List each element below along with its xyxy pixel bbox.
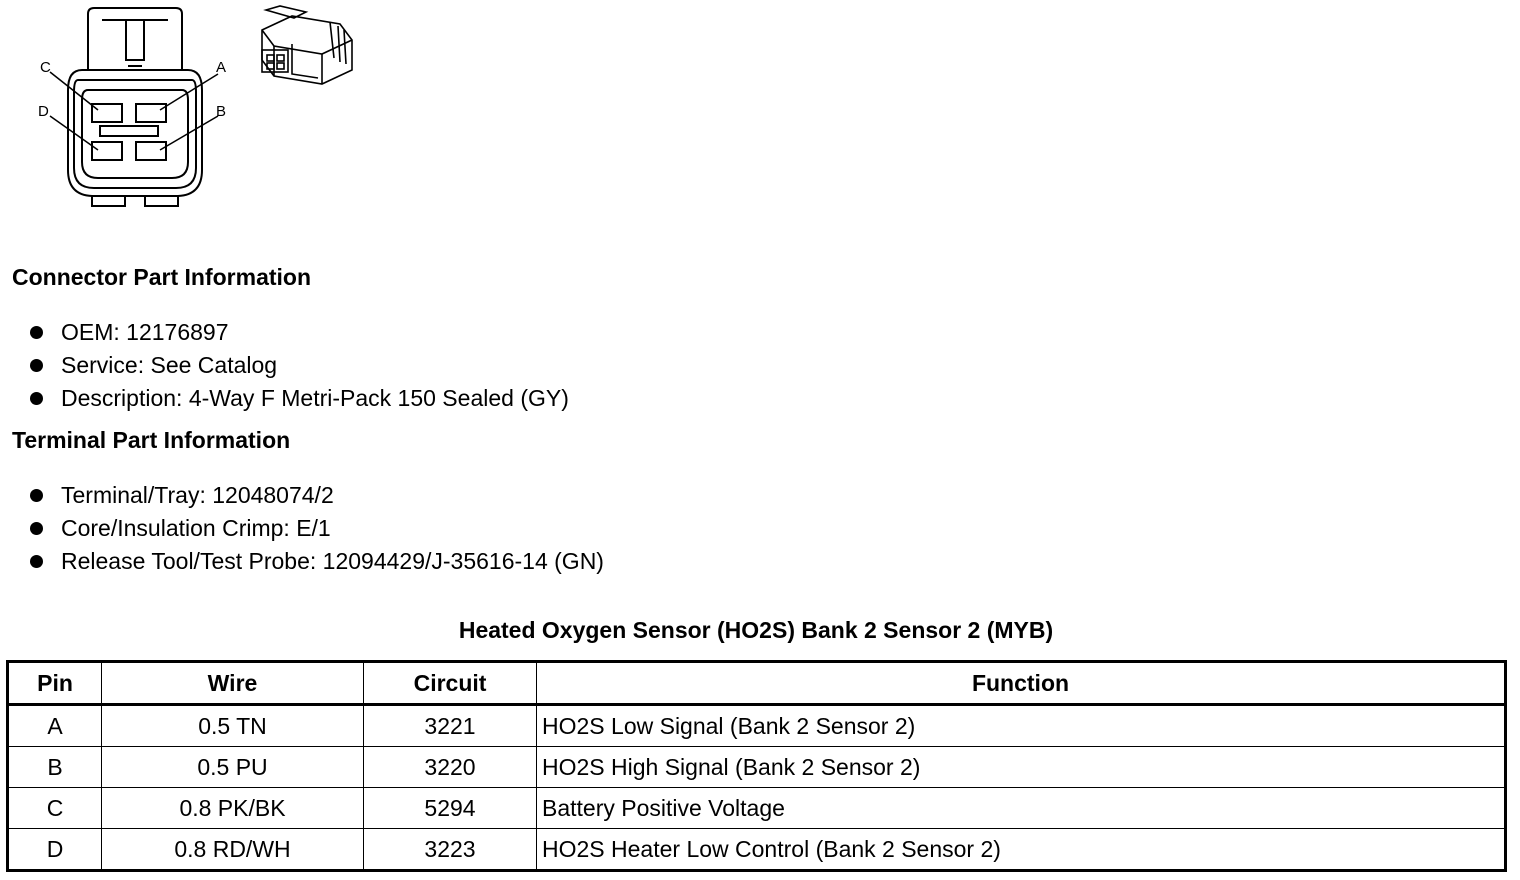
- table-row: [8, 705, 1506, 747]
- cell-function: HO2S Low Signal (Bank 2 Sensor 2): [537, 705, 1506, 747]
- cell-function: HO2S Heater Low Control (Bank 2 Sensor 2): [537, 829, 1506, 871]
- bullet-icon: [30, 359, 43, 372]
- table-row: [8, 788, 1506, 829]
- cell-circuit: 3220: [364, 747, 537, 788]
- cell-wire: 0.8 RD/WH: [102, 829, 364, 871]
- table-title: Heated Oxygen Sensor (HO2S) Bank 2 Sensor 2 (MYB): [458, 617, 1054, 643]
- cell-circuit: 3223: [364, 829, 537, 871]
- pin-label-c: C: [40, 59, 51, 76]
- list-item: Release Tool/Test Probe: 12094429/J-35616-14 (GN): [30, 545, 604, 578]
- bullet-icon: [30, 489, 43, 502]
- pin-label-d: D: [38, 103, 49, 120]
- connector-part-info-list: [30, 316, 569, 415]
- cell-function: Battery Positive Voltage: [537, 788, 1506, 829]
- list-item: Terminal/Tray: 12048074/2: [30, 479, 604, 512]
- pin-label-b: B: [216, 103, 227, 120]
- bullet-icon: [30, 392, 43, 405]
- table-row: [8, 829, 1506, 871]
- table-header-row: [8, 662, 1506, 705]
- pin-label-a: A: [216, 59, 227, 76]
- bullet-icon: [30, 522, 43, 535]
- bullet-icon: [30, 326, 43, 339]
- connector-diagram: [30, 0, 370, 215]
- cell-circuit: 3221: [364, 705, 537, 747]
- terminal-part-info-list: [30, 479, 604, 578]
- header-wire: Wire: [102, 662, 364, 705]
- cell-pin: D: [8, 829, 102, 871]
- list-item: OEM: 12176897: [30, 316, 569, 349]
- header-pin: Pin: [8, 662, 102, 705]
- pinout-table: [6, 660, 1507, 872]
- cell-pin: C: [8, 788, 102, 829]
- terminal-part-info-heading: Terminal Part Information: [12, 427, 291, 453]
- cell-wire: 0.8 PK/BK: [102, 788, 364, 829]
- cell-wire: 0.5 TN: [102, 705, 364, 747]
- cell-pin: B: [8, 747, 102, 788]
- cell-wire: 0.5 PU: [102, 747, 364, 788]
- cell-circuit: 5294: [364, 788, 537, 829]
- header-function: Function: [537, 662, 1506, 705]
- list-item: Service: See Catalog: [30, 349, 569, 382]
- header-circuit: Circuit: [364, 662, 537, 705]
- cell-pin: A: [8, 705, 102, 747]
- connector-part-info-heading: Connector Part Information: [12, 264, 312, 290]
- list-item: Description: 4-Way F Metri-Pack 150 Sealed (GY): [30, 382, 569, 415]
- cell-function: HO2S High Signal (Bank 2 Sensor 2): [537, 747, 1506, 788]
- list-item: Core/Insulation Crimp: E/1: [30, 512, 604, 545]
- table-row: [8, 747, 1506, 788]
- connector-3d-view: [262, 6, 352, 84]
- bullet-icon: [30, 555, 43, 568]
